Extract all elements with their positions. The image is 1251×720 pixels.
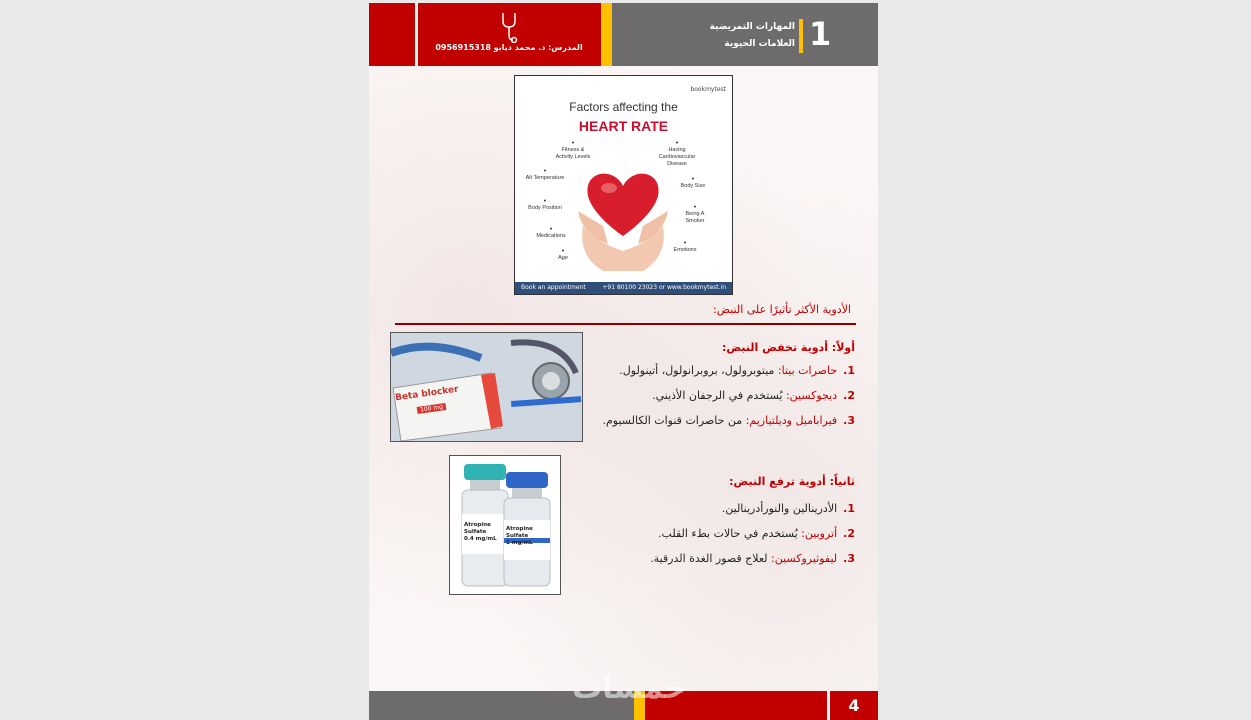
beta-blocker-photo bbox=[390, 332, 583, 442]
header-yellow-stripe bbox=[601, 3, 612, 66]
chapter-title-line2: العلامات الحيوية bbox=[724, 39, 795, 49]
atropine-name-right: Atropine Sulfate bbox=[506, 526, 533, 539]
heart-in-hands-illustration bbox=[573, 156, 673, 271]
chapter-title bbox=[669, 19, 795, 53]
header-accent-bar bbox=[799, 19, 803, 53]
item-number: 1. bbox=[843, 502, 855, 515]
item-number: 2. bbox=[843, 389, 855, 402]
factor-cardiovascular-disease: • Having Cardiovascular Disease bbox=[653, 140, 701, 168]
factor-fitness: • Fitness & Activity Levels bbox=[553, 140, 593, 161]
beta-blocker-dose: 100 mg bbox=[417, 403, 447, 414]
item-text: ميتوبرولول، بروبرانولول، أتينولول. bbox=[619, 364, 778, 377]
item-number: 3. bbox=[843, 552, 855, 565]
chapter-number: 1 bbox=[809, 15, 832, 53]
section-raise-heart-rate-title: ثانياً: أدوية ترفع النبض: bbox=[729, 475, 855, 488]
item-text: من حاصرات قنوات الكالسيوم. bbox=[602, 414, 746, 427]
atropine-label-left bbox=[464, 522, 508, 543]
factor-temperature: • Alt Temperature bbox=[525, 168, 565, 182]
infographic-title: Factors affecting the bbox=[569, 100, 678, 114]
item-key: أتروبين: bbox=[801, 527, 838, 540]
beta-blocker-label: Beta blocker bbox=[394, 384, 460, 404]
infographic-footer bbox=[515, 282, 732, 294]
list-item bbox=[565, 362, 855, 387]
atropine-vials-photo bbox=[449, 455, 561, 595]
infographic-footer-cta: Book an appointment bbox=[521, 284, 586, 291]
item-text: يُستخدم في حالات بطء القلب. bbox=[658, 527, 802, 540]
section-divider bbox=[395, 323, 856, 325]
document-page bbox=[369, 3, 878, 720]
teacher-info: المدرس: د. محمد ديابو 0956915318 bbox=[435, 43, 583, 52]
atropine-label-right bbox=[506, 526, 550, 547]
page-number: 4 bbox=[848, 696, 860, 715]
item-key: ديجوكسين: bbox=[785, 389, 838, 402]
item-text: الأدرينالين والنورأدرينالين. bbox=[721, 502, 838, 515]
heart-rate-infographic bbox=[514, 75, 733, 295]
item-text: لعلاج قصور الغدة الدرقية. bbox=[650, 552, 772, 565]
factor-body-position: • Body Position bbox=[527, 198, 563, 212]
infographic-footer-contact: +91 80100 23023 or www.bookmytest.in bbox=[602, 284, 726, 291]
atropine-name-left: Atropine Sulfate bbox=[464, 522, 491, 535]
factor-body-size: • Body Size bbox=[679, 176, 707, 190]
raise-heart-rate-list bbox=[565, 500, 855, 575]
factor-emotions: • Emotions bbox=[667, 240, 703, 254]
header-red-block bbox=[369, 3, 415, 66]
factor-medications: • Medications bbox=[529, 226, 573, 240]
list-item bbox=[565, 387, 855, 412]
infographic-heart-title: HEART RATE bbox=[578, 118, 669, 134]
list-item bbox=[565, 525, 855, 550]
item-key: فيراباميل وديلتيازيم: bbox=[745, 414, 838, 427]
section-intro: الأدوية الأكثر تأثيرًا على النبض: bbox=[713, 303, 851, 316]
factor-smoker: • Being A Smoker bbox=[677, 204, 713, 225]
item-number: 2. bbox=[843, 527, 855, 540]
item-key: ليفوثيروكسين: bbox=[771, 552, 838, 565]
item-number: 3. bbox=[843, 414, 855, 427]
list-item bbox=[565, 500, 855, 525]
item-text: يُستخدم في الرجفان الأذيني. bbox=[652, 389, 786, 402]
beta-blocker-illustration bbox=[391, 333, 582, 441]
list-item bbox=[565, 550, 855, 575]
atropine-dose-right: 1 mg/mL bbox=[506, 540, 533, 546]
watermark: خمسات bbox=[572, 671, 686, 706]
list-item bbox=[565, 412, 855, 437]
factor-age: • Age bbox=[551, 248, 575, 262]
section-lower-heart-rate-title: أولاً: أدوية تخفض النبض: bbox=[721, 341, 855, 354]
chapter-title-line1: المهارات التمريضية bbox=[709, 22, 795, 32]
item-number: 1. bbox=[843, 364, 855, 377]
lower-heart-rate-list bbox=[565, 362, 855, 437]
stethoscope-icon bbox=[499, 11, 519, 43]
item-key: حاصرات بيتا: bbox=[777, 364, 838, 377]
infographic-brand: bookmytest bbox=[690, 86, 726, 93]
atropine-dose-left: 0.4 mg/mL bbox=[464, 536, 497, 542]
